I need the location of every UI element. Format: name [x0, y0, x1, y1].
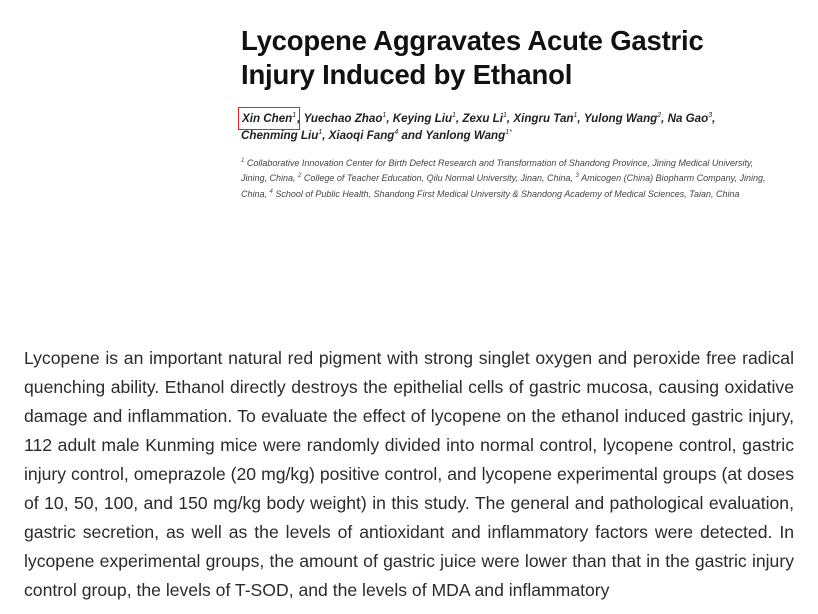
author-name: Zexu Li [462, 112, 503, 125]
author-list [241, 110, 786, 144]
author-affiliation-mark: 1 [503, 112, 507, 120]
paper-title [241, 24, 801, 92]
highlighted-author-box [241, 110, 297, 127]
affiliation-text: Collaborative Innovation Center for Birth Defect Research and Transformation of Shandong Province, Jining Medical University, Jining, China, [241, 158, 754, 184]
author-separator: , [712, 112, 716, 125]
author-affiliation-mark: 1 [318, 129, 323, 137]
author-separator: , [297, 112, 304, 125]
author-affiliation-mark: 1 [382, 112, 387, 120]
author-separator: , [577, 112, 584, 125]
author-name: Xin Chen [242, 112, 293, 125]
abstract-paragraph: Lycopene is an important natural red pigment with strong singlet oxygen and peroxide free radical quenching ability. Ethanol directly destroys the epithelial cells of gastric mucosa, causing oxidative damage and inflammation. To evaluate the effect of lycopene on the ethanol induced gastric injury, 112 adult male Kunming mice were randomly divided into normal control, lycopene control, gastric injury control, omeprazole (20 mg/kg) positive control, and lycopene experimental groups (at doses of 10, 50, 100, and 150 mg/kg body weight) in this study. The general and pathological evaluation, gastric secretion, as well as the levels of antioxidant and inflammatory factors were detected. In lycopene experimental groups, the amount of gastric juice were lower than that in the gastric injury control group, the levels of T-SOD, and the levels of MDA and inflammatory [24, 348, 794, 600]
author-affiliation-mark: 1 [452, 112, 456, 120]
affiliation-text: College of Teacher Education, Qilu Normal University, Jinan, China, [303, 173, 576, 184]
title-line-2: Injury Induced by Ethanol [241, 59, 573, 90]
author-separator: , [661, 112, 668, 125]
affiliation-mark: 4 [269, 188, 273, 195]
author-name: Na Gao [667, 112, 709, 125]
author-affiliation-mark: 4 [394, 129, 399, 137]
author-separator: , [322, 129, 329, 142]
title-line-1: Lycopene Aggravates Acute Gastric [241, 25, 704, 56]
author-name: Chenming Liu [241, 129, 319, 142]
affiliation-text: Amicogen (China) Biopharm Company, Jining, China, [241, 173, 766, 199]
author-name: Yanlong Wang [425, 129, 506, 142]
author-name: Yulong Wang [583, 112, 658, 125]
author-affiliation-mark: 3 [708, 112, 713, 120]
author-separator: , [506, 112, 514, 125]
affiliation-text: School of Public Health, Shandong First Medical University & Shandong Academy of Medical Sciences, Taian, China [275, 188, 740, 199]
author-name: Keying Liu [392, 112, 453, 125]
author-affiliation-mark: 2 [657, 112, 662, 120]
affiliation-mark: 3 [575, 173, 579, 180]
author-affiliation-mark: 1* [505, 129, 512, 137]
affiliation-mark: 2 [298, 173, 302, 180]
author-separator: , [386, 112, 393, 125]
author-affiliation-mark: 1 [292, 112, 297, 120]
author-separator: , [455, 112, 463, 125]
author-affiliation-mark: 1 [573, 112, 578, 120]
paper-header [241, 24, 801, 202]
author-name: Yuechao Zhao [303, 112, 383, 125]
author-name: Xingru Tan [513, 112, 574, 125]
author-separator: and [398, 129, 426, 142]
affiliation-mark: 1 [241, 158, 245, 164]
author-name: Xiaoqi Fang [328, 129, 395, 142]
affiliation-list [241, 156, 781, 202]
